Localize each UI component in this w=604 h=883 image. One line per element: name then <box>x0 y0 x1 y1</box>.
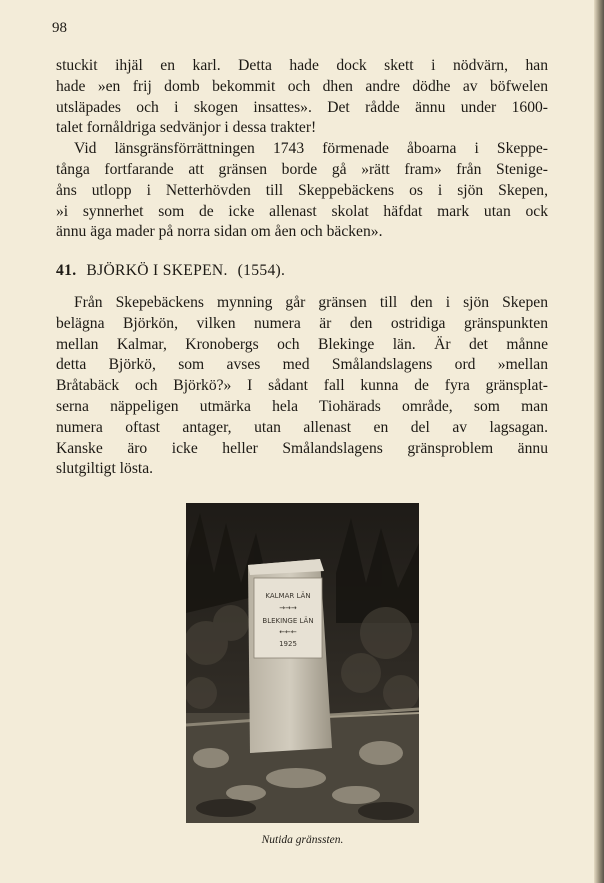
section-title: BJÖRKÖ I SKEPEN. <box>86 262 228 279</box>
paragraph-3 <box>56 293 548 480</box>
section-number: 41. <box>56 262 77 279</box>
photo-illustration <box>186 503 419 823</box>
svg-text:←←←: ←←← <box>279 628 297 636</box>
svg-text:→→→: →→→ <box>279 604 297 612</box>
section-heading <box>56 262 285 280</box>
text-line: serna näppeligen utmärka hela Tiohärads område, som man <box>56 397 548 415</box>
boundary-stone-photo <box>186 503 419 823</box>
photo-caption: Nutida gränssten. <box>261 834 344 846</box>
text-line: utsläpades och i skogen insattes». Det rådde ännu under 1600- <box>56 98 548 116</box>
text-line: Vid länsgränsförrättningen 1743 förmenade åboarna i Skeppe- <box>74 140 548 158</box>
text-line: »i synnerhet som de icke allenast skolat häfdat mark utan ock <box>56 202 548 220</box>
text-line: belägna Björkön, vilken numera är den ostridiga gränspunkten <box>56 314 548 332</box>
stone-inscription-year: 1925 <box>279 640 297 648</box>
text-line: stuckit ihjäl en karl. Detta hade dock skett i nödvärn, han <box>56 57 548 74</box>
section-year: (1554). <box>237 262 286 279</box>
stone-inscription-line2: BLEKINGE LÄN <box>262 617 314 625</box>
text-line: ännu äga mader på norra sidan om åen och bäcken». <box>56 223 383 241</box>
page-number: 98 <box>52 20 67 36</box>
book-spine-shadow <box>594 0 604 883</box>
text-line: tånga fortfarande att gränsen borde gå »rätt fram» från Stenige- <box>56 160 548 178</box>
text-line: numera oftast antager, utan allenast en del av lagsagan. <box>56 418 548 436</box>
text-line: hade »en frij domb bekommit och dhen andre dödhe av böfwelen <box>56 77 548 95</box>
text-line: Från Skepebäckens mynning går gränsen till den i sjön Skepen <box>74 294 548 311</box>
text-line: Kanske äro icke heller Smålandslagens gränsproblem ännu <box>56 439 548 457</box>
stone-inscription-line1: KALMAR LÄN <box>265 592 311 600</box>
text-line: åns utlopp i Netterhövden till Skeppebäckens os i sjön Skepen, <box>56 181 548 199</box>
text-line: Bråtabäck och Björkö?» I sådant fall kunna de fyra gränsplat- <box>56 377 548 395</box>
text-line: detta Björkö, som avses med Smålandslagens ord »mellan <box>56 356 548 374</box>
text-line: talet fornåldriga sedvänjor i dessa trakter! <box>56 119 317 137</box>
text-line: slutgiltigt lösta. <box>56 460 154 478</box>
text-line: mellan Kalmar, Kronobergs och Blekinge län. Är det månne <box>56 335 548 353</box>
paragraph-1-and-2 <box>56 56 548 243</box>
